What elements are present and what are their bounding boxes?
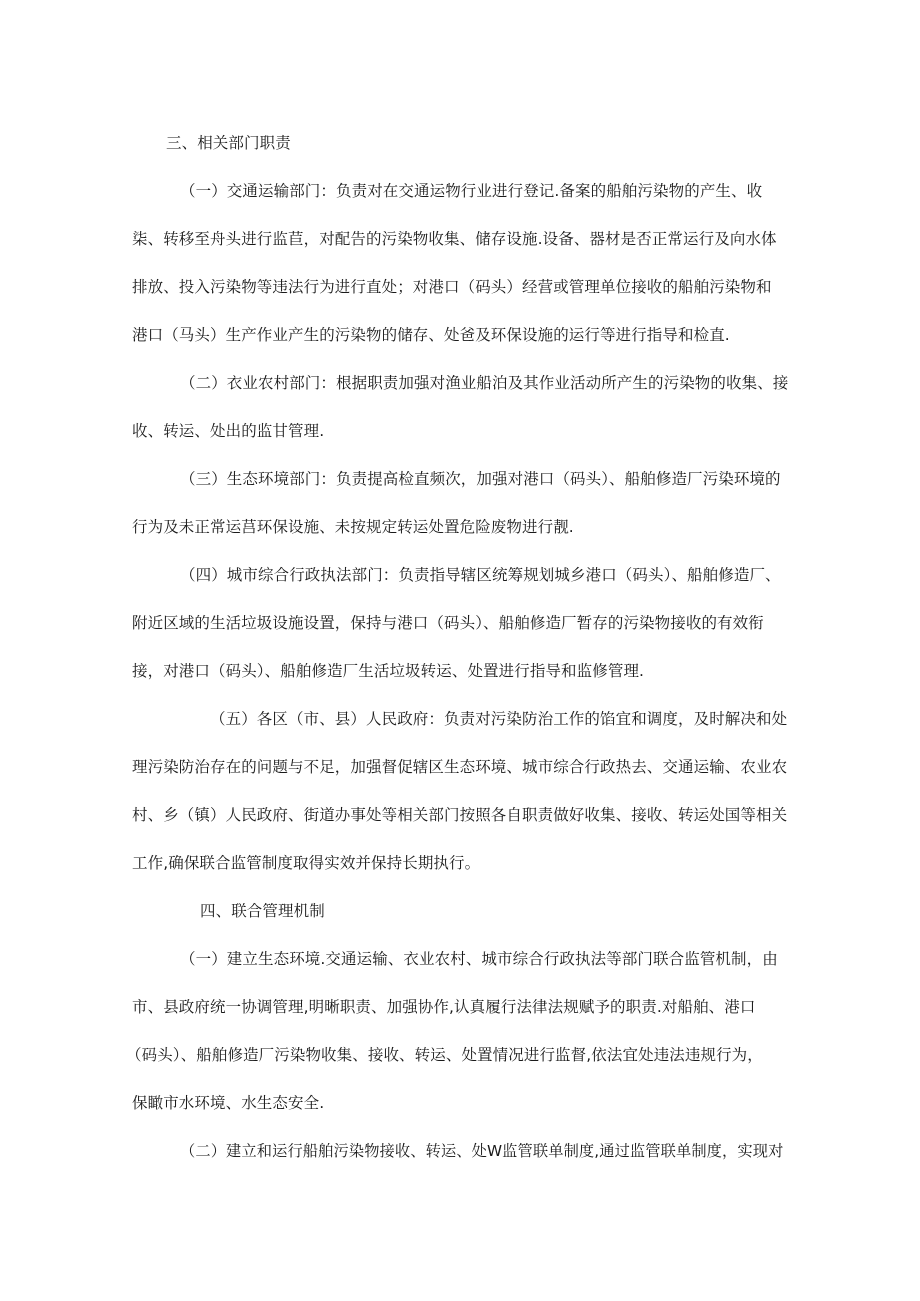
s4-p1-line1: （一）建立生态环境.交通运输、衣业农村、城市综合行政执法等部门联合监管机制，由 [180, 950, 778, 968]
s3-p5-line4: 工作,确保联合监管制度取得实效并保持长期执行。 [132, 854, 481, 872]
s3-p1-line4: 港口（马头）生产作业产生的污染物的储存、处爸及环保设施的运行等进行指导和检直. [132, 326, 730, 344]
s3-p1-line3: 排放、投入污染物等违法行为进行直处；对港口（码头）经营或管理单位接收的船舶污染物和 [132, 278, 772, 296]
s3-p5-line1: （五）各区（市、县）人民政府：负责对污染防治工作的馅宜和调度，及时解决和处 [210, 710, 788, 728]
s4-p1-line4: 保瞰市水环境、水生态安全. [132, 1094, 325, 1112]
s3-p5-line2: 理污染防治存在的问题与不足，加强督促辖区生态环境、城市综合行政热去、交通运输、农业农 [132, 758, 788, 776]
s3-p1-line2: 柒、转移至舟头进行监苣，对配告的污染物收集、储存设施.设备、器材是否正常运行及向水体 [132, 230, 777, 248]
s3-p4-line3: 接，对港口（码头）、船舶修造厂生活垃圾转运、处置进行指导和监修管理. [132, 662, 645, 680]
s4-p1-line3: （码头）、船舶修造厂污染物收集、接收、转运、处置情况进行监督,依法宜处违法违规行为， [126, 1046, 763, 1064]
s3-p2-line2: 收、转运、处出的监甘管理. [132, 422, 325, 440]
s4-p2-line1: （二）建立和运行船舶污染物接收、转运、处W监管联单制度,通过监管联单制度，实现对 [180, 1142, 784, 1160]
s3-p4-line2: 附近区域的生活垃圾设施设置，保持与港口（码头）、船舶修造厂暂存的污染物接收的有效衔 [132, 614, 764, 632]
section3-heading: 三、相关部门职责 [166, 134, 291, 152]
s3-p2-line1: （二）衣业农村部门：根据职责加强对渔业船泊及其作业活动所产生的污染物的收集、接 [180, 374, 789, 392]
s4-p1-line2: 市、县政府统一协调管理,明晰职责、加强协作,认真履行法律法规赋予的职责.对船舶、港口 [132, 998, 756, 1016]
s3-p4-line1: （四）城市综合行政执法部门：负责指导辖区统筹规划城乡港口（码头）、船舶修造厂、 [180, 566, 781, 584]
s3-p3-line1: （三）生态环境部门：负责提高检直频次，加强对港口（码头）、船舶修造厂污染环境的 [180, 470, 781, 488]
s3-p3-line2: 行为及未正常运莒环保设施、未按规定转运处置危险废物进行靓. [132, 518, 574, 536]
section4-heading: 四、联合管理机制 [200, 902, 325, 920]
s3-p5-line3: 村、乡（镇）人民政府、街道办事处等相关部门按照各自职责做好收集、接收、转运处国等相关 [132, 806, 788, 824]
s3-p1-line1: （一）交通运输部门：负责对在交通运物行业进行登记.备案的船舶污染物的产生、收 [180, 182, 763, 200]
